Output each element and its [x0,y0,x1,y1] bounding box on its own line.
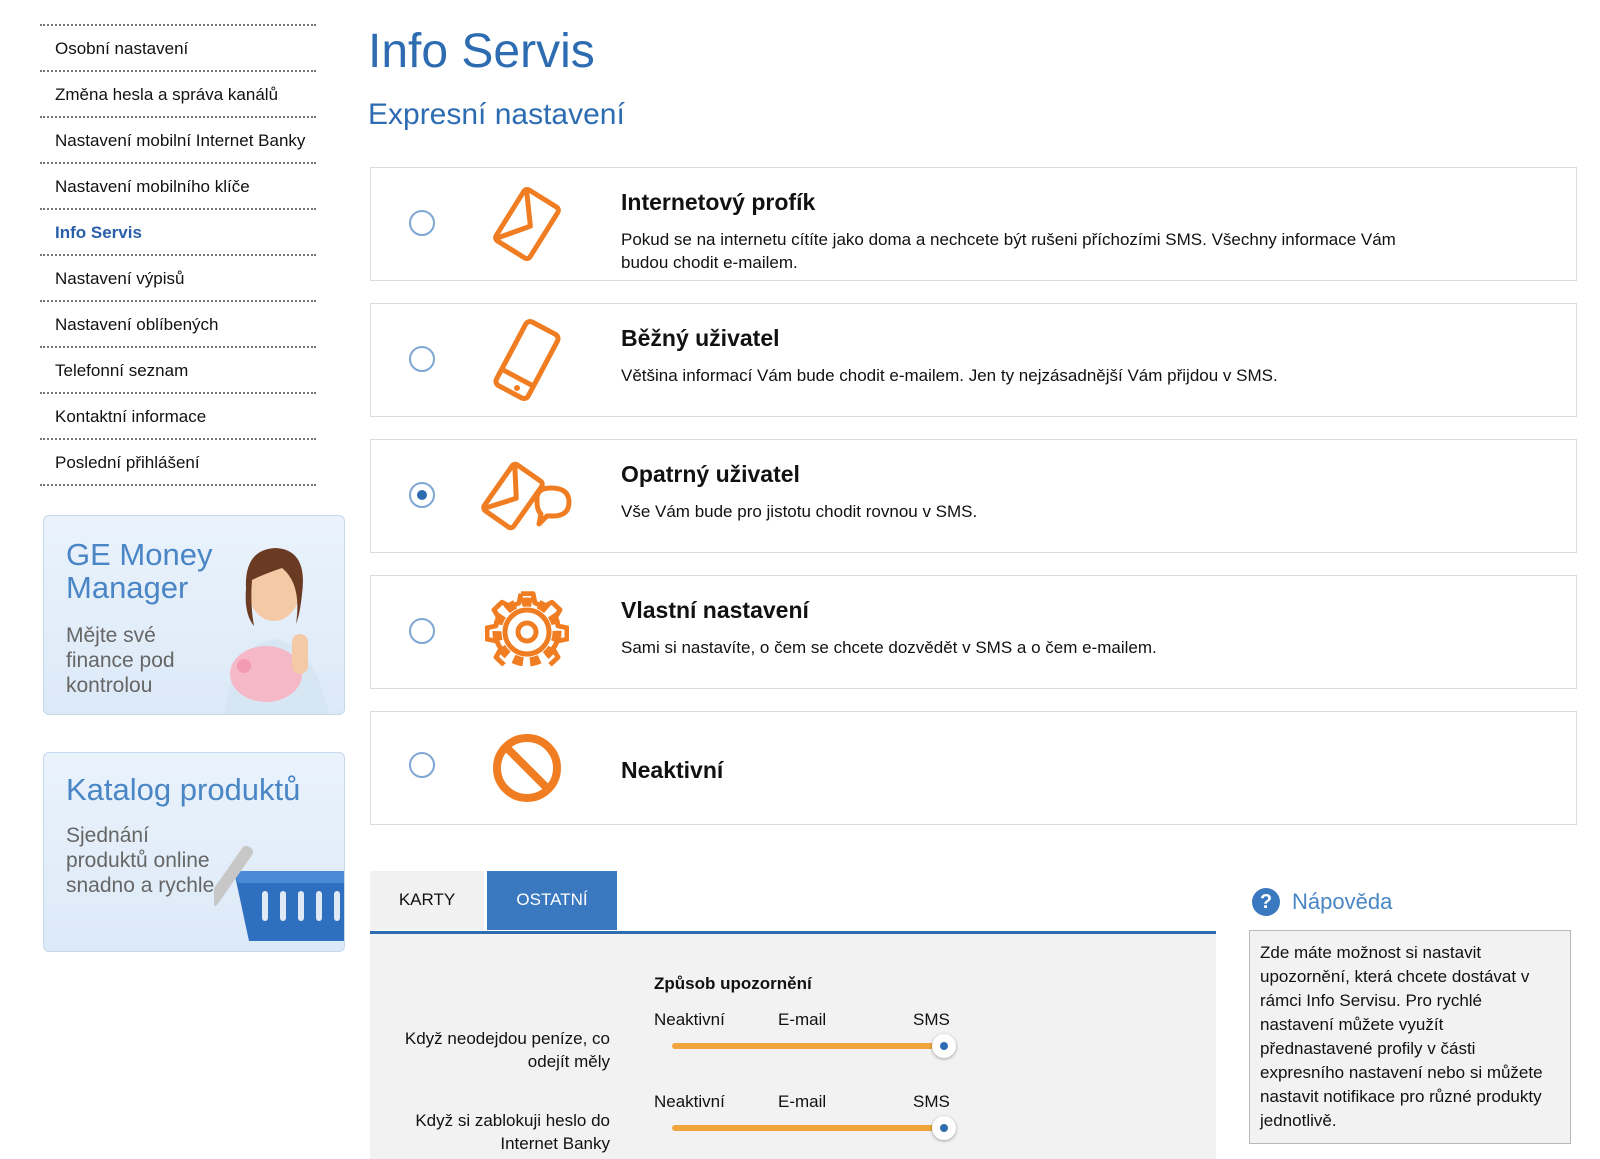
notification-method-heading: Způsob upozornění [654,974,812,993]
notification-row-label: Když neodejdou peníze, co odejít měly [404,1029,610,1071]
profile-title: Vlastní nastavení [621,597,809,623]
profile-radio[interactable] [409,618,435,644]
slider-handle[interactable] [932,1034,956,1058]
profile-option-neaktivni[interactable] [370,711,1577,825]
help-text-box: Zde máte možnost si nastavit upozornění, která chcete dostávat v rámci Info Servisu. Pro rychlé nastavení můžete využít přednastavené profily v části expresního nastavení nebo si můžete nastavit notifikace pro různé produkty jednotlivě. [1249,930,1571,1144]
shopping-basket-icon [214,831,344,951]
woman-piggy-bank-illustration [204,534,344,714]
option-sms: SMS [913,1092,950,1111]
sidebar-item-kontaktni-informace[interactable]: Kontaktní informace [40,394,316,440]
page-title: Info Servis [368,25,595,78]
notification-settings-panel [370,934,1216,1159]
prohibited-icon [485,726,569,810]
settings-tabs [370,871,1216,934]
sidebar-item-telefonni-seznam[interactable]: Telefonní seznam [40,348,316,394]
sidebar-nav [40,24,316,486]
sidebar-item-nastaveni-vypisu[interactable]: Nastavení výpisů [40,256,316,302]
profile-radio[interactable] [409,752,435,778]
sidebar-item-mobilni-internet-banka[interactable]: Nastavení mobilní Internet Banky [40,118,316,164]
option-neaktivni: Neaktivní [654,1092,725,1111]
help-title: Nápověda [1292,889,1393,914]
section-title: Expresní nastavení [368,98,625,131]
profile-radio[interactable] [409,210,435,236]
profile-radio[interactable] [409,346,435,372]
tab-karty[interactable]: KARTY [370,871,484,930]
profile-description: Většina informací Vám bude chodit e-mailem. Jen ty nejzásadnější Vám přijdou v SMS. [621,366,1278,385]
profile-description: Sami si nastavíte, o čem se chcete dozvědět v SMS a o čem e-mailem. [621,638,1157,657]
envelope-icon [485,182,569,266]
gear-icon [485,590,569,674]
promo-title: Katalog produktů [66,772,301,807]
profile-title: Neaktivní [621,757,724,783]
ge-money-manager-banner[interactable] [43,515,345,715]
profile-option-bezny-uzivatel[interactable] [370,303,1577,417]
envelope-chat-icon [479,454,575,538]
promo-text: Mějte své finance pod kontrolou [66,624,175,697]
sidebar-item-osobni-nastaveni[interactable]: Osobní nastavení [40,26,316,72]
profile-option-internetovy-profik[interactable] [370,167,1577,281]
sidebar [40,24,316,486]
profile-description: Pokud se na internetu cítíte jako doma a nechcete být rušeni příchozími SMS. Všechny informace Vám budou chodit e-mailem. [621,230,1396,272]
profile-option-opatrny-uzivatel[interactable] [370,439,1577,553]
notification-method-slider[interactable] [672,1043,944,1049]
katalog-produktu-banner[interactable] [43,752,345,952]
option-neaktivni: Neaktivní [654,1010,725,1029]
promo-text: Sjednání produktů online snadno a rychle [66,824,215,897]
notification-method-slider[interactable] [672,1125,944,1131]
sidebar-item-posledni-prihlaseni[interactable]: Poslední přihlášení [40,440,316,486]
option-sms: SMS [913,1010,950,1029]
profile-title: Běžný uživatel [621,325,780,351]
sidebar-item-nastaveni-oblibenych[interactable]: Nastavení oblíbených [40,302,316,348]
slider-handle[interactable] [932,1116,956,1140]
slider-option-labels [654,1010,954,1032]
question-mark-icon: ? [1252,888,1280,916]
promo-title: GE Money Manager [66,537,213,605]
tab-ostatni[interactable]: OSTATNÍ [487,871,617,930]
profile-title: Opatrný uživatel [621,461,800,487]
slider-option-labels [654,1092,954,1114]
profile-radio[interactable] [409,482,435,508]
option-email: E-mail [778,1092,827,1111]
profile-description: Vše Vám bude pro jistotu chodit rovnou v SMS. [621,502,978,521]
notification-row-label: Když si zablokuji heslo do Internet Banky [415,1111,610,1153]
help-header[interactable] [1252,887,1392,917]
smartphone-icon [485,318,569,402]
sidebar-item-mobilni-klic[interactable]: Nastavení mobilního klíče [40,164,316,210]
sidebar-item-info-servis[interactable]: Info Servis [40,210,316,256]
profile-title: Internetový profík [621,189,816,215]
option-email: E-mail [778,1010,827,1029]
profile-option-vlastni-nastaveni[interactable] [370,575,1577,689]
sidebar-item-zmena-hesla[interactable]: Změna hesla a správa kanálů [40,72,316,118]
